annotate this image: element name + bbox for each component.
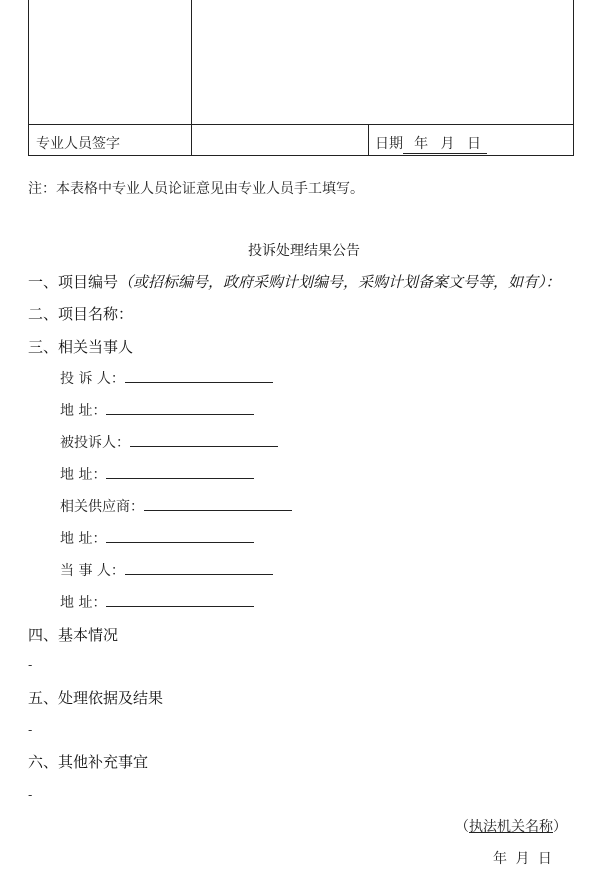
address-input-line-4[interactable] [106,592,254,607]
basis-result-placeholder: - [28,723,33,737]
section-project-name: 二、项目名称： [28,305,134,323]
authority-signature [455,816,567,836]
section-other-matters: 六、其他补充事宜 [28,753,149,771]
address-label-1: 地 址： [60,403,107,419]
respondent-input-line[interactable] [130,432,278,447]
complainant-label: 投 诉 人： [60,371,125,387]
address-row-4 [60,592,254,612]
section-related-parties: 三、相关当事人 [28,338,134,356]
address-input-line-2[interactable] [106,464,254,479]
authority-close-paren: ） [553,819,567,835]
complainant-input-line[interactable] [125,368,273,383]
table-horizontal-divider [29,124,573,125]
authority-open-paren: （ [455,819,469,835]
date-label [375,133,487,154]
signature-label: 专业人员签字 [36,136,120,152]
address-row-3 [60,528,254,548]
address-label-3: 地 址： [60,531,107,547]
address-row-1 [60,400,254,420]
address-input-line-1[interactable] [106,400,254,415]
opinion-table [28,0,574,156]
section-basic-situation: 四、基本情况 [28,626,119,644]
address-row-2 [60,464,254,484]
supplier-row [60,496,292,516]
section-project-number [28,271,561,292]
project-number-hint: （或招标编号，政府采购计划编号，采购计划备案文号等，如有）： [118,273,561,291]
respondent-row [60,432,278,452]
project-number-label: 一、项目编号 [28,273,119,291]
announcement-date: 年 月 日 [493,851,554,867]
basic-situation-placeholder: - [28,658,33,672]
other-matters-placeholder: - [28,788,33,802]
date-label-text: 日期 [375,136,403,152]
date-fill-field[interactable]: 年 月 日 [403,133,487,154]
supplier-input-line[interactable] [144,496,292,511]
section-basis-and-result: 五、处理依据及结果 [28,689,164,707]
address-label-2: 地 址： [60,467,107,483]
table-vertical-divider-1 [191,0,192,155]
party-row [60,560,273,580]
party-label: 当 事 人： [60,563,125,579]
address-label-4: 地 址： [60,595,107,611]
table-vertical-divider-2 [368,124,369,155]
party-input-line[interactable] [125,560,273,575]
supplier-label: 相关供应商： [60,499,144,515]
authority-name: 执法机关名称 [469,819,553,835]
table-note: 注：本表格中专业人员论证意见由专业人员手工填写。 [28,181,364,197]
complainant-row [60,368,273,388]
address-input-line-3[interactable] [106,528,254,543]
respondent-label: 被投诉人： [60,435,130,451]
announcement-title: 投诉处理结果公告 [248,243,360,259]
